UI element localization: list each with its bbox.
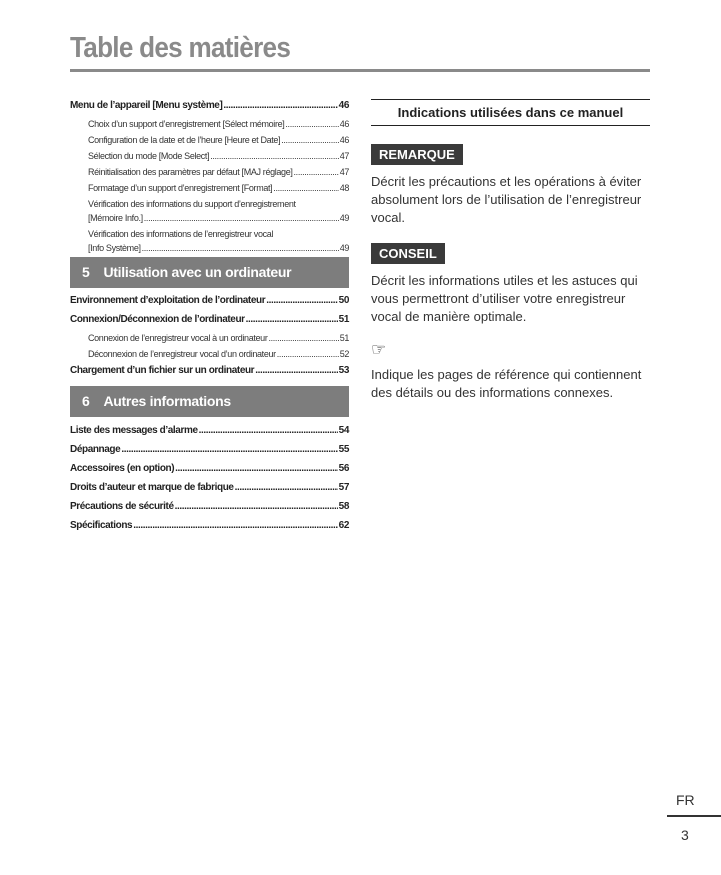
toc-entry-label: [Info Système] bbox=[88, 243, 141, 253]
section-title: Autres informations bbox=[103, 393, 231, 409]
toc-page-number: 48 bbox=[339, 183, 349, 193]
remarque-badge: REMARQUE bbox=[371, 144, 463, 165]
conseil-badge: CONSEIL bbox=[371, 243, 445, 264]
toc-entry bbox=[70, 500, 349, 519]
toc-entry-label: Configuration de la date et de l’heure [Heure et Date] bbox=[88, 135, 281, 145]
title-rule bbox=[70, 69, 650, 72]
toc-leader-dots bbox=[268, 332, 338, 345]
toc-entry bbox=[70, 519, 349, 538]
toc-entry-label: Sélection du mode [Mode Select] bbox=[88, 151, 210, 161]
section-number: 6 bbox=[82, 393, 90, 409]
toc-page-number: 51 bbox=[338, 314, 349, 325]
toc-leader-dots bbox=[142, 242, 339, 255]
toc-page-number: 46 bbox=[339, 119, 349, 129]
toc-subentry bbox=[70, 212, 349, 228]
footer-rule bbox=[667, 815, 721, 817]
toc-page-number: 51 bbox=[339, 333, 349, 343]
toc-entry-label: Liste des messages d’alarme bbox=[70, 425, 198, 436]
toc-page-number: 53 bbox=[338, 365, 349, 376]
toc-page-number: 47 bbox=[339, 167, 349, 177]
section-header-5 bbox=[70, 257, 349, 288]
toc-subentry bbox=[70, 332, 349, 348]
language-label: FR bbox=[676, 792, 695, 808]
section-header-6 bbox=[70, 386, 349, 417]
toc-page-number: 57 bbox=[338, 482, 349, 493]
toc-page-number: 52 bbox=[339, 349, 349, 359]
toc-leader-dots bbox=[246, 313, 338, 327]
toc-page-number: 54 bbox=[338, 425, 349, 436]
toc-entry bbox=[70, 443, 349, 462]
toc-page-number: 46 bbox=[338, 100, 349, 111]
toc-page-number: 50 bbox=[338, 295, 349, 306]
toc-entry-label: Dépannage bbox=[70, 444, 121, 455]
toc-page-number: 62 bbox=[338, 520, 349, 531]
toc-subentry bbox=[70, 182, 349, 198]
toc-entry bbox=[70, 424, 349, 443]
toc-entry-label: Menu de l’appareil [Menu système] bbox=[70, 100, 223, 111]
toc-entry bbox=[70, 99, 349, 118]
toc-entry bbox=[70, 364, 349, 383]
reference-description: Indique les pages de référence qui contiennent des détails ou des informations connexes. bbox=[371, 367, 642, 400]
toc-subentry bbox=[70, 150, 349, 166]
toc-subentry bbox=[70, 166, 349, 182]
toc-group-system-menu bbox=[70, 99, 349, 257]
conseil-description: Décrit les informations utiles et les astuces qui vous permettront d’utiliser votre enregistreur vocal de manière optimale. bbox=[371, 273, 638, 324]
toc-leader-dots bbox=[281, 134, 338, 147]
toc-page-number: 49 bbox=[339, 213, 349, 223]
toc-entry-label: [Mémoire Info.] bbox=[88, 213, 143, 223]
toc-page-number: 46 bbox=[339, 135, 349, 145]
toc-subentry bbox=[70, 134, 349, 150]
toc-entry bbox=[70, 294, 349, 313]
toc-leader-dots bbox=[235, 481, 338, 495]
table-of-contents bbox=[70, 99, 349, 538]
indications-panel bbox=[371, 99, 650, 402]
toc-entry-label: Environnement d’exploitation de l’ordinateur bbox=[70, 295, 266, 306]
section-number: 5 bbox=[82, 264, 90, 280]
toc-subentry bbox=[70, 242, 349, 258]
toc-leader-dots bbox=[277, 348, 339, 361]
toc-subentry bbox=[70, 118, 349, 134]
section-title: Utilisation avec un ordinateur bbox=[103, 264, 292, 280]
toc-page-number: 56 bbox=[338, 463, 349, 474]
remarque-description: Décrit les précautions et les opérations à éviter absolument lors de l’utilisation de l’enregistreur vocal. bbox=[371, 174, 642, 225]
toc-entry bbox=[70, 462, 349, 481]
toc-leader-dots bbox=[255, 364, 337, 378]
toc-page-number: 47 bbox=[339, 151, 349, 161]
indications-heading: Indications utilisées dans ce manuel bbox=[371, 99, 650, 126]
toc-entry-label: Choix d’un support d’enregistrement [Sélect mémoire] bbox=[88, 119, 285, 129]
toc-leader-dots bbox=[175, 500, 338, 514]
toc-subentry bbox=[70, 348, 349, 364]
page-number: 3 bbox=[681, 827, 689, 843]
toc-entry-label: Formatage d’un support d’enregistrement [Format] bbox=[88, 183, 273, 193]
toc-leader-dots bbox=[273, 182, 338, 195]
toc-entry bbox=[70, 481, 349, 500]
toc-leader-dots bbox=[210, 150, 338, 163]
toc-leader-dots bbox=[121, 443, 337, 457]
toc-leader-dots bbox=[133, 519, 337, 533]
toc-leader-dots bbox=[223, 99, 337, 113]
toc-entry-label-line: Vérification des informations de l’enregistreur vocal bbox=[88, 229, 274, 239]
toc-page-number: 58 bbox=[338, 501, 349, 512]
toc-leader-dots bbox=[294, 166, 339, 179]
toc-entry-label: Accessoires (en option) bbox=[70, 463, 175, 474]
toc-entry-label: Droits d’auteur et marque de fabrique bbox=[70, 482, 234, 493]
toc-entry-label: Spécifications bbox=[70, 520, 133, 531]
toc-page-number: 49 bbox=[339, 243, 349, 253]
toc-entry-label: Réinitialisation des paramètres par défaut [MAJ réglage] bbox=[88, 167, 293, 177]
toc-leader-dots bbox=[199, 424, 338, 438]
toc-entry-label: Chargement d’un fichier sur un ordinateur bbox=[70, 365, 255, 376]
toc-entry bbox=[70, 313, 349, 332]
toc-entry-label: Connexion de l’enregistreur vocal à un ordinateur bbox=[88, 333, 268, 343]
toc-entry-label: Connexion/Déconnexion de l’ordinateur bbox=[70, 314, 245, 325]
toc-group-computer bbox=[70, 288, 349, 386]
toc-leader-dots bbox=[285, 118, 338, 131]
toc-entry-label: Déconnexion de l’enregistreur vocal d’un ordinateur bbox=[88, 349, 276, 359]
toc-entry-label-line: Vérification des informations du support d’enregistrement bbox=[88, 199, 296, 209]
pointing-hand-icon: ☞ bbox=[371, 340, 387, 359]
toc-group-other-info bbox=[70, 417, 349, 538]
toc-entry-label: Précautions de sécurité bbox=[70, 501, 174, 512]
page-title: Table des matières bbox=[70, 32, 291, 64]
toc-page-number: 55 bbox=[338, 444, 349, 455]
toc-leader-dots bbox=[266, 294, 337, 308]
toc-leader-dots bbox=[175, 462, 338, 476]
toc-leader-dots bbox=[144, 212, 339, 225]
